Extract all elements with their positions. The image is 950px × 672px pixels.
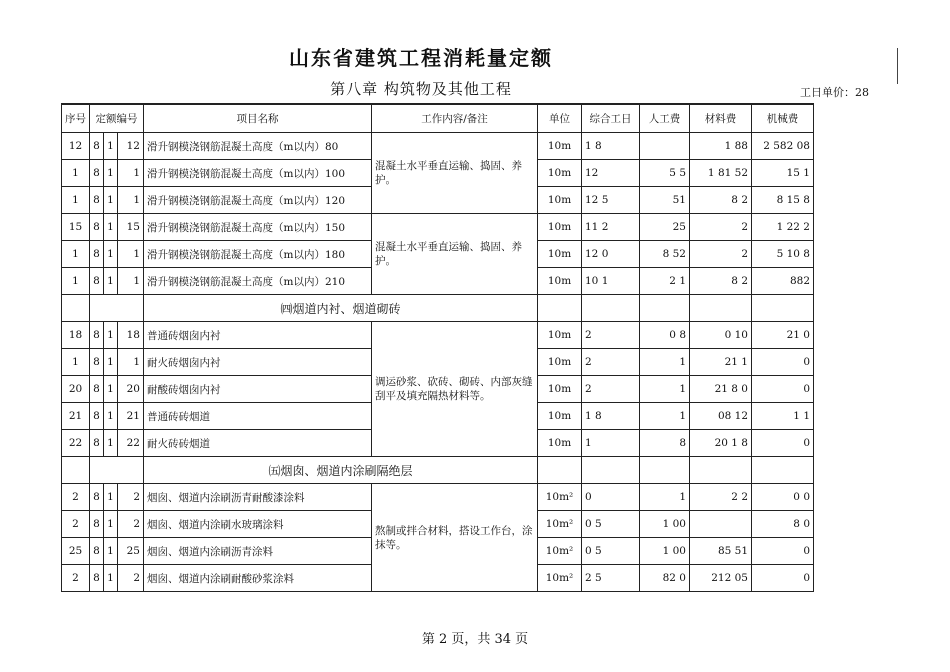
seq-cell: 12	[62, 133, 90, 160]
code-item: 15	[118, 214, 144, 241]
item-name: 耐火砖砖烟道	[144, 430, 372, 457]
empty-cell	[690, 457, 752, 484]
empty-cell	[752, 457, 814, 484]
column-header: 机械费	[752, 104, 814, 133]
empty-cell	[538, 457, 582, 484]
column-header: 综合工日	[582, 104, 640, 133]
section-row	[62, 457, 814, 484]
labor-days-cell: 1 8	[582, 133, 640, 160]
code-section: 1	[104, 430, 118, 457]
material-cost-cell: 2	[690, 214, 752, 241]
code-item: 25	[118, 538, 144, 565]
code-item: 1	[118, 349, 144, 376]
document-title: 山东省建筑工程消耗量定额	[289, 46, 553, 70]
unit-cell: 10m²	[538, 538, 582, 565]
labor-cost-cell: 51	[640, 187, 690, 214]
labor-days-cell: 11 2	[582, 214, 640, 241]
code-section: 1	[104, 187, 118, 214]
code-item: 1	[118, 241, 144, 268]
item-name: 普通砖砖烟道	[144, 403, 372, 430]
material-cost-cell: 08 12	[690, 403, 752, 430]
item-name: 滑升钢模浇钢筋混凝土高度（m以内）210	[144, 268, 372, 295]
code-chapter: 8	[90, 241, 104, 268]
labor-days-cell: 2	[582, 349, 640, 376]
labor-days-cell: 10 1	[582, 268, 640, 295]
item-name: 烟囱、烟道内涂刷沥青涂料	[144, 538, 372, 565]
code-chapter: 8	[90, 403, 104, 430]
empty-cell	[752, 295, 814, 322]
labor-cost-cell: 25	[640, 214, 690, 241]
empty-cell	[90, 457, 144, 484]
labor-days-cell: 2 5	[582, 565, 640, 592]
empty-cell	[62, 457, 90, 484]
column-header: 项目名称	[144, 104, 372, 133]
labor-cost-cell: 1	[640, 376, 690, 403]
code-item: 18	[118, 322, 144, 349]
table-header-row	[62, 104, 814, 133]
machine-cost-cell: 0	[752, 538, 814, 565]
unit-cell: 10m	[538, 187, 582, 214]
unit-cell: 10m	[538, 214, 582, 241]
seq-cell: 18	[62, 322, 90, 349]
code-section: 1	[104, 565, 118, 592]
column-header: 工作内容/备注	[372, 104, 538, 133]
item-name: 普通砖烟囱内衬	[144, 322, 372, 349]
page-footer: 第 2 页，共 34 页	[421, 632, 529, 647]
labor-cost-cell: 8 52	[640, 241, 690, 268]
material-cost-cell: 2 2	[690, 484, 752, 511]
machine-cost-cell: 1 1	[752, 403, 814, 430]
machine-cost-cell: 0	[752, 349, 814, 376]
code-item: 2	[118, 484, 144, 511]
unit-cell: 10m²	[538, 484, 582, 511]
work-content-note: 熬制或拌合材料，搭设工作台，涂抹等。	[372, 484, 538, 592]
code-item: 12	[118, 133, 144, 160]
table-row	[62, 214, 814, 241]
chapter-title: 第八章 构筑物及其他工程	[330, 80, 512, 98]
empty-cell	[62, 295, 90, 322]
item-name: 烟囱、烟道内涂刷耐酸砂浆涂料	[144, 565, 372, 592]
section-title: ㈣烟道内衬、烟道砌砖	[144, 295, 538, 322]
work-content-note: 调运砂浆、砍砖、砌砖、内部灰缝刮平及填充隔热材料等。	[372, 322, 538, 457]
material-cost-cell: 0 10	[690, 322, 752, 349]
unit-cell: 10m	[538, 376, 582, 403]
labor-cost-cell: 8	[640, 430, 690, 457]
labor-days-cell: 1	[582, 430, 640, 457]
seq-cell: 22	[62, 430, 90, 457]
labor-cost-cell: 5 5	[640, 160, 690, 187]
unit-cell: 10m²	[538, 565, 582, 592]
labor-cost-cell: 1	[640, 349, 690, 376]
labor-cost-cell: 82 0	[640, 565, 690, 592]
code-item: 22	[118, 430, 144, 457]
labor-days-cell: 12	[582, 160, 640, 187]
code-chapter: 8	[90, 160, 104, 187]
material-cost-cell: 1 88	[690, 133, 752, 160]
labor-days-cell: 12 5	[582, 187, 640, 214]
code-item: 2	[118, 511, 144, 538]
section-row	[62, 295, 814, 322]
machine-cost-cell: 2 582 08	[752, 133, 814, 160]
empty-cell	[690, 295, 752, 322]
machine-cost-cell: 0	[752, 430, 814, 457]
code-chapter: 8	[90, 214, 104, 241]
material-cost-cell: 212 05	[690, 565, 752, 592]
material-cost-cell: 8 2	[690, 268, 752, 295]
labor-days-cell: 2	[582, 376, 640, 403]
code-item: 2	[118, 565, 144, 592]
column-header: 人工费	[640, 104, 690, 133]
machine-cost-cell: 1 22 2	[752, 214, 814, 241]
seq-cell: 1	[62, 187, 90, 214]
material-cost-cell: 8 2	[690, 187, 752, 214]
code-section: 1	[104, 268, 118, 295]
machine-cost-cell: 882	[752, 268, 814, 295]
code-section: 1	[104, 349, 118, 376]
unit-cell: 10m	[538, 322, 582, 349]
code-section: 1	[104, 322, 118, 349]
machine-cost-cell: 0	[752, 565, 814, 592]
code-section: 1	[104, 241, 118, 268]
unit-cell: 10m	[538, 160, 582, 187]
seq-cell: 20	[62, 376, 90, 403]
material-cost-cell: 2	[690, 241, 752, 268]
item-name: 耐火砖烟囱内衬	[144, 349, 372, 376]
unit-cell: 10m	[538, 241, 582, 268]
code-section: 1	[104, 511, 118, 538]
labor-days-cell: 1 8	[582, 403, 640, 430]
column-header: 材料费	[690, 104, 752, 133]
code-section: 1	[104, 214, 118, 241]
material-cost-cell: 1 81 52	[690, 160, 752, 187]
material-cost-cell: 20 1 8	[690, 430, 752, 457]
wage-unit-price: 工日单价：28	[800, 86, 869, 99]
labor-cost-cell: 1 00	[640, 511, 690, 538]
unit-cell: 10m	[538, 268, 582, 295]
code-section: 1	[104, 160, 118, 187]
code-chapter: 8	[90, 565, 104, 592]
seq-cell: 1	[62, 349, 90, 376]
code-chapter: 8	[90, 187, 104, 214]
work-content-note: 混凝土水平垂直运输、捣固、养护。	[372, 214, 538, 295]
column-header: 定额编号	[90, 104, 144, 133]
machine-cost-cell: 0	[752, 376, 814, 403]
item-name: 耐酸砖烟囱内衬	[144, 376, 372, 403]
column-header: 单位	[538, 104, 582, 133]
item-name: 滑升钢模浇钢筋混凝土高度（m以内）120	[144, 187, 372, 214]
code-item: 21	[118, 403, 144, 430]
code-section: 1	[104, 133, 118, 160]
item-name: 滑升钢模浇钢筋混凝土高度（m以内）150	[144, 214, 372, 241]
code-chapter: 8	[90, 322, 104, 349]
machine-cost-cell: 15 1	[752, 160, 814, 187]
machine-cost-cell: 5 10 8	[752, 241, 814, 268]
labor-cost-cell: 0 8	[640, 322, 690, 349]
code-chapter: 8	[90, 430, 104, 457]
code-chapter: 8	[90, 484, 104, 511]
machine-cost-cell: 21 0	[752, 322, 814, 349]
item-name: 滑升钢模浇钢筋混凝土高度（m以内）100	[144, 160, 372, 187]
material-cost-cell: 21 1	[690, 349, 752, 376]
table-row	[62, 322, 814, 349]
unit-cell: 10m²	[538, 511, 582, 538]
code-chapter: 8	[90, 511, 104, 538]
machine-cost-cell: 8 15 8	[752, 187, 814, 214]
code-section: 1	[104, 538, 118, 565]
code-section: 1	[104, 376, 118, 403]
seq-cell: 2	[62, 484, 90, 511]
code-item: 20	[118, 376, 144, 403]
material-cost-cell: 21 8 0	[690, 376, 752, 403]
empty-cell	[90, 295, 144, 322]
unit-cell: 10m	[538, 133, 582, 160]
seq-cell: 1	[62, 160, 90, 187]
empty-cell	[538, 295, 582, 322]
seq-cell: 2	[62, 565, 90, 592]
column-header: 序号	[62, 104, 90, 133]
labor-days-cell: 0 5	[582, 538, 640, 565]
labor-days-cell: 0 5	[582, 511, 640, 538]
labor-cost-cell: 1	[640, 403, 690, 430]
labor-cost-cell	[640, 133, 690, 160]
code-chapter: 8	[90, 133, 104, 160]
seq-cell: 1	[62, 268, 90, 295]
code-chapter: 8	[90, 349, 104, 376]
seq-cell: 2	[62, 511, 90, 538]
unit-cell: 10m	[538, 349, 582, 376]
empty-cell	[582, 295, 640, 322]
material-cost-cell	[690, 511, 752, 538]
code-chapter: 8	[90, 268, 104, 295]
code-chapter: 8	[90, 376, 104, 403]
code-section: 1	[104, 484, 118, 511]
machine-cost-cell: 8 0	[752, 511, 814, 538]
labor-days-cell: 0	[582, 484, 640, 511]
seq-cell: 15	[62, 214, 90, 241]
labor-cost-cell: 2 1	[640, 268, 690, 295]
item-name: 滑升钢模浇钢筋混凝土高度（m以内）180	[144, 241, 372, 268]
code-item: 1	[118, 268, 144, 295]
item-name: 滑升钢模浇钢筋混凝土高度（m以内）80	[144, 133, 372, 160]
quota-table	[61, 103, 814, 592]
unit-cell: 10m	[538, 430, 582, 457]
labor-days-cell: 2	[582, 322, 640, 349]
seq-cell: 21	[62, 403, 90, 430]
item-name: 烟囱、烟道内涂刷沥青耐酸漆涂料	[144, 484, 372, 511]
code-chapter: 8	[90, 538, 104, 565]
work-content-note: 混凝土水平垂直运输、捣固、养护。	[372, 133, 538, 214]
code-item: 1	[118, 187, 144, 214]
empty-cell	[640, 295, 690, 322]
labor-days-cell: 12 0	[582, 241, 640, 268]
material-cost-cell: 85 51	[690, 538, 752, 565]
code-section: 1	[104, 403, 118, 430]
empty-cell	[582, 457, 640, 484]
table-row	[62, 133, 814, 160]
code-item: 1	[118, 160, 144, 187]
labor-cost-cell: 1	[640, 484, 690, 511]
section-title: ㈤烟囱、烟道内涂刷隔绝层	[144, 457, 538, 484]
seq-cell: 25	[62, 538, 90, 565]
seq-cell: 1	[62, 241, 90, 268]
empty-cell	[640, 457, 690, 484]
table-row	[62, 484, 814, 511]
item-name: 烟囱、烟道内涂刷水玻璃涂料	[144, 511, 372, 538]
unit-cell: 10m	[538, 403, 582, 430]
machine-cost-cell: 0 0	[752, 484, 814, 511]
margin-rule	[897, 48, 898, 84]
labor-cost-cell: 1 00	[640, 538, 690, 565]
